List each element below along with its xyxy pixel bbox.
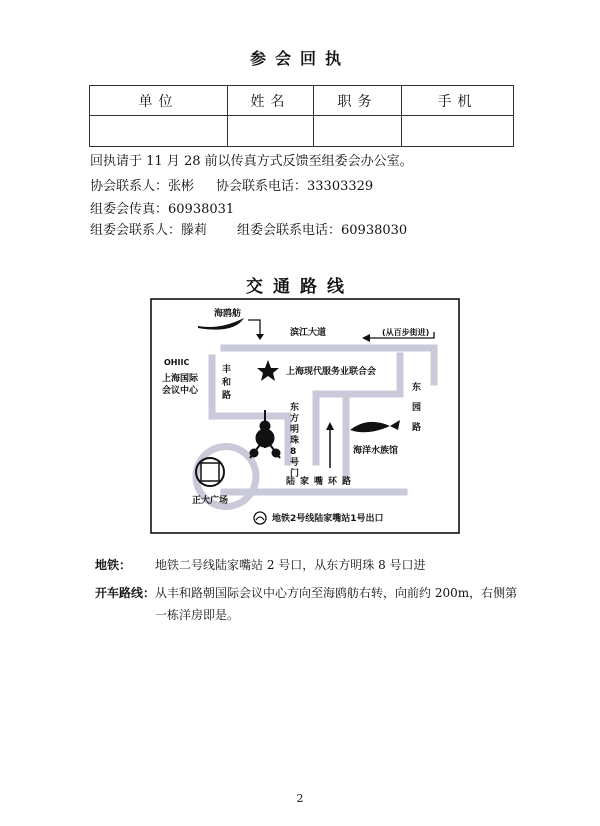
label-fenghe-2: 和 xyxy=(222,378,232,388)
header-name: 姓名 xyxy=(228,86,314,116)
label-pearl-3: 明 xyxy=(290,425,300,435)
label-dongyuan-3: 路 xyxy=(412,423,422,433)
label-binjiang: 滨江大道 xyxy=(290,328,327,338)
label-fenghe-1: 丰 xyxy=(222,365,232,375)
reply-title: 参会回执 xyxy=(249,49,350,68)
label-dongyuan-1: 东 xyxy=(412,383,422,393)
drive-text-1: 从丰和路朝国际会议中心方向至海鸥舫右转，向前约 200m，右侧第 xyxy=(155,586,518,600)
label-haioufang: 海鸥舫 xyxy=(214,309,242,319)
label-metro-exit: 地铁2号线陆家嘴站1号出口 xyxy=(272,514,384,524)
route-map xyxy=(150,298,460,534)
org-contact: 组委会联系人：滕莉 xyxy=(90,223,208,238)
page-number: 2 xyxy=(296,792,304,805)
assoc-phone: 协会联系电话：33303329 xyxy=(216,179,374,194)
reply-instruction: 回执请于 11 月 28 前以传真方式反馈至组委会办公室。 xyxy=(90,154,413,169)
label-pearl-7: 门 xyxy=(290,469,300,479)
org-contact-line xyxy=(90,219,407,238)
drive-label: 开车路线： xyxy=(95,586,156,600)
label-pearl-2: 方 xyxy=(290,414,300,424)
assoc-contact: 协会联系人：张彬 xyxy=(90,179,195,194)
cell-position[interactable] xyxy=(314,116,402,147)
label-pearl-4: 珠 xyxy=(290,436,300,446)
header-unit: 单位 xyxy=(90,86,228,116)
label-pearl-5: 8 xyxy=(290,447,297,457)
label-fenghe-3: 路 xyxy=(222,391,232,401)
org-fax: 组委会传真：60938031 xyxy=(90,202,235,217)
label-icc-1: 上海国际 xyxy=(162,374,199,384)
header-mobile: 手机 xyxy=(402,86,514,116)
label-zhengda: 正大广场 xyxy=(191,496,229,506)
assoc-contact-line xyxy=(90,175,373,194)
reply-table xyxy=(89,85,514,147)
drive-note xyxy=(95,584,517,601)
cell-unit[interactable] xyxy=(90,116,228,147)
metro-text: 地铁二号线陆家嘴站 2 号口，从东方明珠 8 号口进 xyxy=(155,558,426,572)
cell-name[interactable] xyxy=(228,116,314,147)
cell-mobile[interactable] xyxy=(402,116,514,147)
label-dongyuan-2: 园 xyxy=(412,403,422,413)
ohiic-logo-icon: OHIIC xyxy=(164,358,190,367)
label-from-baibu: (从百步街进) xyxy=(382,328,430,337)
drive-text-2: 一栋洋房即是。 xyxy=(155,608,240,622)
label-lujiazui: 陆家嘴环路 xyxy=(286,477,357,487)
org-phone: 组委会联系电话：60938030 xyxy=(237,223,408,238)
label-venue: 上海现代服务业联合会 xyxy=(286,367,377,377)
header-position: 职务 xyxy=(314,86,402,116)
label-pearl-6: 号 xyxy=(290,458,300,468)
label-pearl-1: 东 xyxy=(290,403,300,413)
metro-label: 地铁： xyxy=(95,558,132,572)
metro-note xyxy=(95,556,426,573)
label-aquarium: 海洋水族馆 xyxy=(353,446,399,456)
transport-title: 交通路线 xyxy=(246,277,354,297)
label-icc-2: 会议中心 xyxy=(162,386,199,396)
